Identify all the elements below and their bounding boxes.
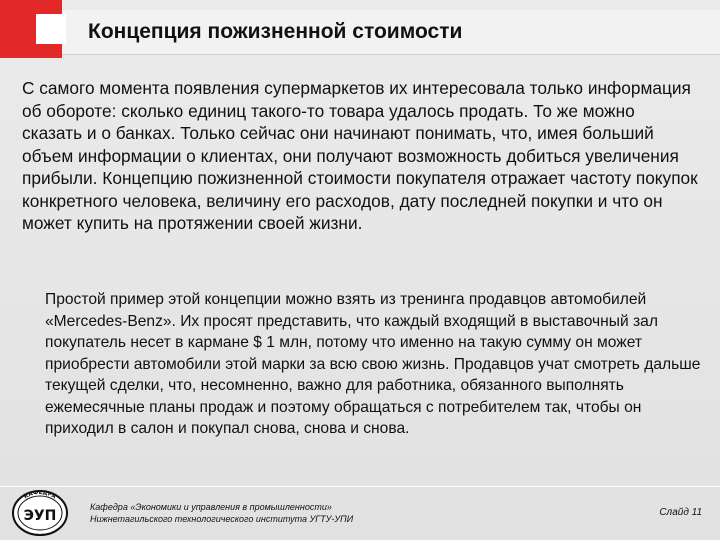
slide-number: Слайд 11 <box>659 507 702 518</box>
department-logo <box>8 489 72 537</box>
slide-title: Концепция пожизненной стоимости <box>88 20 463 43</box>
logo-main-text: ЭУП <box>23 508 57 524</box>
footer-line-1: Кафедра «Экономики и управления в промышленности» <box>90 502 332 512</box>
corner-accent-white <box>36 14 66 44</box>
main-paragraph: С самого момента появления супермаркетов их интересовала только информация об обороте: сколько единиц такого-то товара удалось продать. То же можно сказать и о банках. Только сейчас они начинают понимать, что, имея больший объем информации о клиентах, они получают возможность добиться увеличения прибыли. Концепцию пожизненной стоимости покупателя отражает частоту покупок конкретного человека, величину его расходов, дату последней покупки и что он может купить на протяжении своей жизни. <box>22 78 698 233</box>
footer-line-2: Нижнетагильского технологического института УГТУ-УПИ <box>90 514 354 524</box>
example-paragraph: Простой пример этой концепции можно взять из тренинга продавцов автомобилей «Mercedes-Benz». Их просят представить, что каждый входящий в выставочный зал покупатель несет в кармане $ 1 млн, потому что именно на такую сумму он может приобрести автомобили этой марки за всю свою жизнь. Продавцов учат смотреть дальше текущей сделки, что, несомненно, важно для работника, обязанного выполнять ежемесячные планы продаж и поэтому обращаться с потребителем так, чтобы он приходил в салон и покупал снова, снова и снова. <box>45 291 701 437</box>
footer-caption <box>90 501 353 525</box>
footer-divider <box>0 486 720 487</box>
logo-top-text: КАФЕДРА <box>23 489 57 501</box>
